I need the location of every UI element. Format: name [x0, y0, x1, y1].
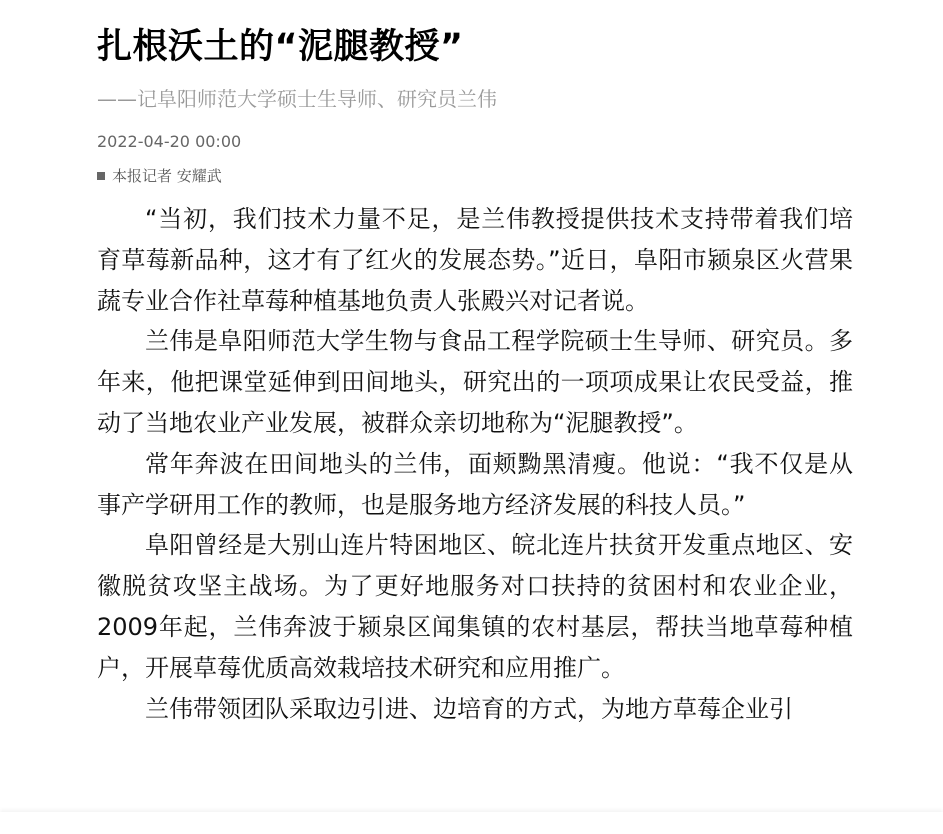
paragraph: 兰伟是阜阳师范大学生物与食品工程学院硕士生导师、研究员。多年来，他把课堂延伸到田间地头，研究出的一项项成果让农民受益，推动了当地农业产业发展，被群众亲切地称为“泥腿教授”。 [97, 327, 853, 437]
square-bullet-icon [97, 172, 105, 180]
publish-date: 2022-04-20 00:00 [97, 132, 242, 151]
author-name: 本报记者 安耀武 [112, 167, 222, 185]
paragraph: 常年奔波在田间地头的兰伟，面颊黝黑清瘦。他说：“我不仅是从事产学研用工作的教师，也是服务地方经济发展的科技人员。” [97, 449, 853, 519]
bottom-overlay [0, 812, 943, 834]
article-body [97, 199, 853, 729]
paragraph: 兰伟带领团队采取边引进、边培育的方式，为地方草莓企业引 [145, 694, 793, 723]
article-title: 扎根沃土的“泥腿教授” [97, 27, 464, 67]
article-subtitle: ——记阜阳师范大学硕士生导师、研究员兰伟 [97, 87, 497, 111]
paragraph: 阜阳曾经是大别山连片特困地区、皖北连片扶贫开发重点地区、安徽脱贫攻坚主战场。为了更好地服务对口扶持的贫困村和农业企业，2009年起，兰伟奔波于颍泉区闻集镇的农村基层，帮扶当地草莓种植户，开展草莓优质高效栽培技术研究和应用推广。 [97, 531, 853, 682]
paragraph: “当初，我们技术力量不足，是兰伟教授提供技术支持带着我们培育草莓新品种，这才有了红火的发展态势。”近日，阜阳市颍泉区火营果蔬专业合作社草莓种植基地负责人张殿兴对记者说。 [97, 205, 853, 315]
author-line [97, 165, 853, 187]
article [97, 22, 853, 729]
